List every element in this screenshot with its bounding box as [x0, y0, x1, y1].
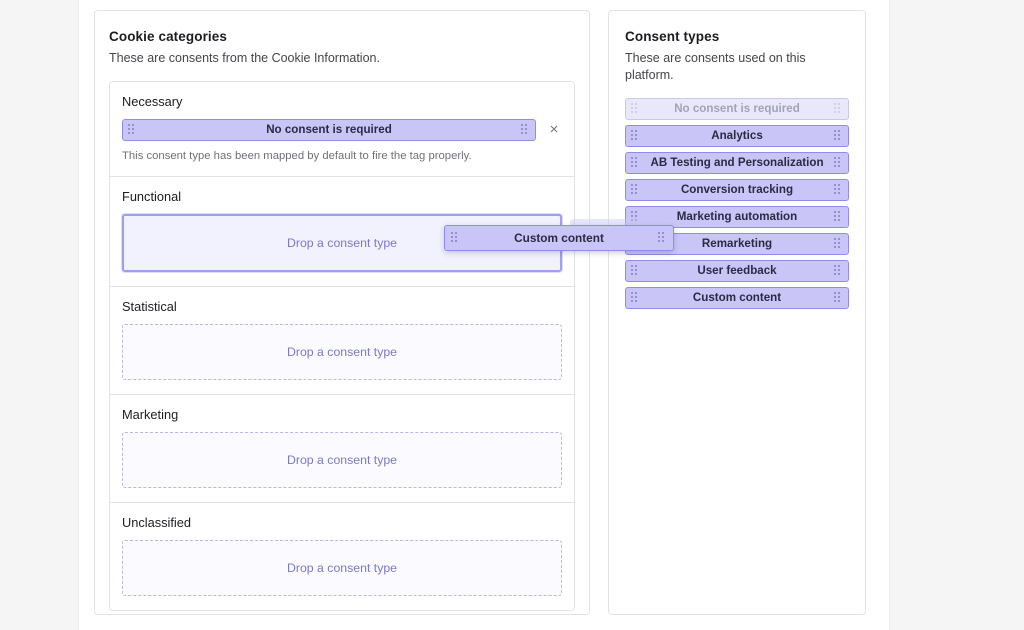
chip-wrapper [122, 119, 536, 141]
dragging-consent-chip[interactable] [444, 225, 674, 251]
drag-handle-icon [834, 103, 843, 115]
consent-types-panel [608, 10, 866, 615]
category-statistical [110, 287, 574, 395]
consent-types-list [625, 98, 849, 309]
drag-handle-icon[interactable] [451, 232, 460, 244]
drag-handle-icon[interactable] [631, 157, 640, 169]
remove-consent-button[interactable]: × [549, 120, 559, 138]
chip-label: Analytics [711, 129, 763, 143]
consent-type-chip[interactable] [625, 125, 849, 147]
category-necessary [110, 82, 574, 177]
consent-types-subtitle: These are consents used on this platform. [625, 51, 806, 82]
drag-handle-icon[interactable] [834, 184, 843, 196]
category-label: Unclassified [122, 514, 191, 530]
drag-handle-icon[interactable] [834, 238, 843, 250]
dropzone-marketing[interactable]: Drop a consent type [122, 432, 562, 488]
consent-type-chip[interactable] [625, 179, 849, 201]
drag-handle-icon[interactable] [834, 265, 843, 277]
category-unclassified [110, 503, 574, 610]
chip-label: No consent is required [266, 123, 392, 137]
consent-type-chip[interactable] [625, 152, 849, 174]
dropzone-unclassified[interactable]: Drop a consent type [122, 540, 562, 596]
category-label: Statistical [122, 298, 177, 314]
consent-type-chip [625, 98, 849, 120]
dropzone-statistical[interactable]: Drop a consent type [122, 324, 562, 380]
drag-handle-icon[interactable] [521, 124, 530, 136]
drag-handle-icon[interactable] [834, 211, 843, 223]
chip-label: Custom content [514, 231, 604, 245]
cookie-categories-subtitle: These are consents from the Cookie Information. [109, 51, 380, 65]
drag-handle-icon[interactable] [658, 232, 667, 244]
drag-handle-icon[interactable] [834, 130, 843, 142]
consent-chip-no-consent-required[interactable] [122, 119, 536, 141]
category-label: Necessary [122, 93, 183, 109]
category-marketing [110, 395, 574, 503]
category-list [109, 81, 575, 611]
chip-label: AB Testing and Personalization [650, 156, 824, 170]
category-label: Marketing [122, 406, 179, 422]
category-label: Functional [122, 188, 182, 204]
drag-handle-icon[interactable] [834, 157, 843, 169]
consent-type-chip[interactable] [625, 260, 849, 282]
chip-label: Conversion tracking [680, 183, 794, 197]
chip-label: Marketing automation [676, 210, 798, 224]
consent-type-chip[interactable] [625, 287, 849, 309]
consent-types-title: Consent types [625, 29, 720, 44]
chip-label: Remarketing [701, 237, 773, 251]
chip-label: User feedback [697, 264, 777, 278]
page-title: Cookie categories [109, 29, 227, 44]
chip-label: No consent is required [674, 102, 800, 116]
chip-label: Custom content [692, 291, 782, 305]
drag-handle-icon[interactable] [128, 124, 137, 136]
cookie-categories-panel [94, 10, 590, 615]
drag-handle-icon[interactable] [631, 130, 640, 142]
drag-handle-icon[interactable] [631, 292, 640, 304]
category-note: This consent type has been mapped by default to fire the tag properly. [122, 149, 472, 162]
necessary-mapped-row [122, 119, 562, 141]
drag-handle-icon[interactable] [631, 265, 640, 277]
drag-handle-icon [631, 103, 640, 115]
drag-handle-icon[interactable] [834, 292, 843, 304]
panels-container [94, 10, 866, 615]
dropzone-functional[interactable]: Drop a consent type [122, 214, 562, 272]
drag-handle-icon[interactable] [631, 184, 640, 196]
